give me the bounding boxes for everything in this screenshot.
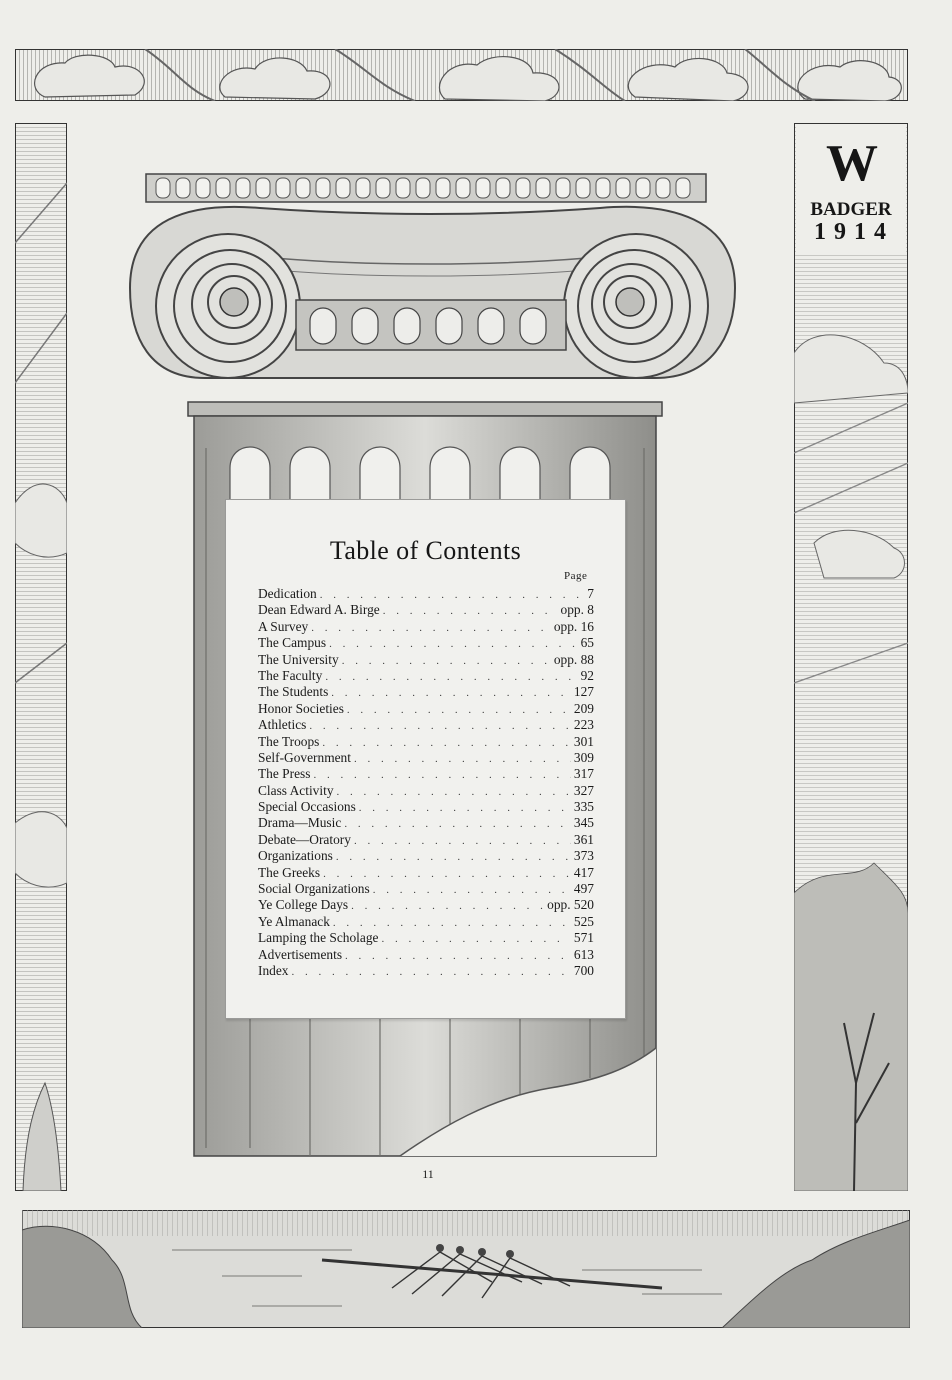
dot-leader: [325, 669, 577, 685]
dot-leader: [337, 784, 571, 800]
table-of-contents-panel: [225, 499, 626, 1019]
toc-entry-honor-societies[interactable]: Honor Societies . . . 209: [258, 701, 594, 717]
badge-year: 1914: [814, 219, 894, 245]
dot-leader: [359, 800, 571, 816]
toc-list: [258, 586, 594, 979]
dot-leader: [322, 735, 571, 751]
toc-entry-organizations[interactable]: Organizations . . . 373: [258, 848, 594, 864]
dot-leader: [313, 767, 570, 783]
toc-entry-debate-oratory[interactable]: Debate—Oratory . . . 361: [258, 832, 594, 848]
dot-leader: [354, 751, 571, 767]
toc-entry-advertisements[interactable]: Advertisements . . . 613: [258, 947, 594, 963]
wisconsin-w-logo: W: [826, 135, 876, 192]
toc-entry-dean-birge[interactable]: Dean Edward A. Birge . . . opp. 8: [258, 602, 594, 618]
dot-leader: [344, 816, 571, 832]
dot-leader: [311, 620, 551, 636]
dot-leader: [345, 948, 571, 964]
dot-leader: [331, 685, 571, 701]
toc-entry-special-occasions[interactable]: Special Occasions . . . 335: [258, 799, 594, 815]
badger-1914-badge: [796, 135, 906, 245]
toc-title: Table of Contents: [329, 536, 522, 565]
bottom-rowing-illustration: [22, 1210, 910, 1328]
top-border-illustration: [15, 49, 908, 101]
toc-entry-the-press[interactable]: The Press . . . 317: [258, 766, 594, 782]
badge-name: BADGER: [810, 199, 892, 220]
left-border-illustration: [15, 123, 67, 1191]
dot-leader: [373, 882, 571, 898]
toc-entry-the-university[interactable]: The University . . . opp. 88: [258, 652, 594, 668]
dot-leader: [320, 587, 585, 603]
toc-entry-social-organizations[interactable]: Social Organizations . . . 497: [258, 881, 594, 897]
toc-entry-lamping-the-scholage[interactable]: Lamping the Scholage . . . 571: [258, 930, 594, 946]
dot-leader: [333, 915, 571, 931]
toc-entry-the-greeks[interactable]: The Greeks . . . 417: [258, 865, 594, 881]
toc-entry-a-survey[interactable]: A Survey . . . opp. 16: [258, 619, 594, 635]
dot-leader: [309, 718, 571, 734]
toc-entry-ye-college-days[interactable]: Ye College Days . . . opp. 520: [258, 897, 594, 913]
dot-leader: [329, 636, 578, 652]
toc-entry-the-students[interactable]: The Students . . . 127: [258, 684, 594, 700]
toc-entry-class-activity[interactable]: Class Activity . . . 327: [258, 783, 594, 799]
toc-entry-drama-music[interactable]: Drama—Music . . . 345: [258, 815, 594, 831]
right-border-illustration: [794, 123, 908, 1191]
toc-entry-the-faculty[interactable]: The Faculty . . . 92: [258, 668, 594, 684]
toc-entry-athletics[interactable]: Athletics . . . 223: [258, 717, 594, 733]
dot-leader: [383, 603, 558, 619]
toc-entry-index[interactable]: Index . . . 700: [258, 963, 594, 979]
toc-entry-the-campus[interactable]: The Campus . . . 65: [258, 635, 594, 651]
page-number: 11: [422, 1167, 434, 1181]
toc-entry-self-government[interactable]: Self-Government . . . 309: [258, 750, 594, 766]
dot-leader: [342, 653, 551, 669]
dot-leader: [351, 898, 544, 914]
dot-leader: [323, 866, 571, 882]
toc-entry-the-troops[interactable]: The Troops . . . 301: [258, 734, 594, 750]
dot-leader: [292, 964, 571, 980]
dot-leader: [336, 849, 571, 865]
dot-leader: [381, 931, 570, 947]
dot-leader: [354, 833, 571, 849]
toc-entry-ye-almanack[interactable]: Ye Almanack . . . 525: [258, 914, 594, 930]
toc-page-column-header: Page: [564, 570, 588, 582]
toc-entry-dedication[interactable]: Dedication . . . 7: [258, 586, 594, 602]
dot-leader: [347, 702, 571, 718]
